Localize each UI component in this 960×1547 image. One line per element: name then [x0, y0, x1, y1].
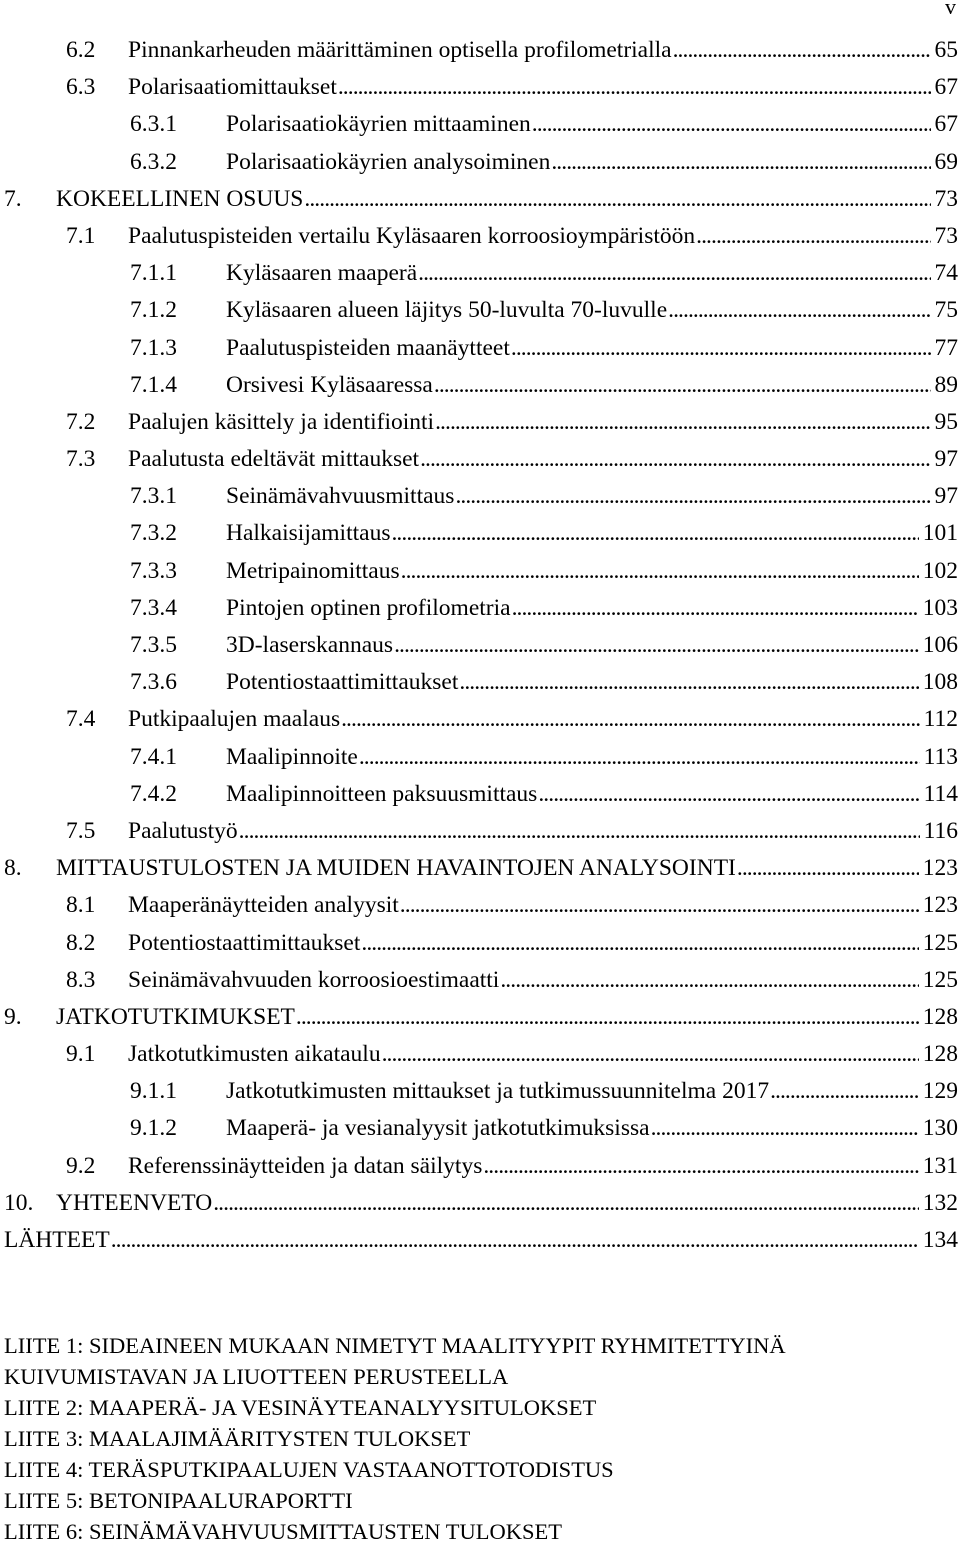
toc-entry-title: Seinämävahvuusmittaus [226, 478, 455, 515]
toc-entry-title: Jatkotutkimusten mittaukset ja tutkimussuunnitelma 2017 [226, 1073, 770, 1110]
toc-entry-title: Seinämävahvuuden korroosioestimaatti [128, 962, 500, 999]
dot-leader [418, 255, 930, 292]
toc-entry-title: Paalutuspisteiden vertailu Kyläsaaren korroosioympäristöön [128, 218, 696, 255]
toc-entry[interactable] [0, 813, 958, 850]
toc-entry-number: 8.3 [66, 966, 96, 993]
toc-entry-title: Polarisaatiomittaukset [128, 69, 338, 106]
toc-entry-page: 77 [931, 330, 959, 367]
toc-entry[interactable] [0, 69, 958, 106]
dot-leader [737, 850, 919, 887]
toc-entry[interactable] [0, 962, 958, 999]
dot-leader [400, 887, 919, 924]
dot-leader [394, 627, 919, 664]
dot-leader [359, 739, 920, 776]
toc-entry[interactable] [0, 515, 958, 552]
toc-entry-number: 8. [4, 855, 22, 882]
toc-entry[interactable] [0, 1036, 958, 1073]
toc-entry-number: 7.3.4 [130, 594, 177, 621]
toc-entry[interactable] [0, 1185, 958, 1222]
toc-entry-title: Paalutuspisteiden maanäytteet [226, 330, 511, 367]
toc-entry-number: 9.2 [66, 1152, 96, 1179]
dot-leader [673, 32, 931, 69]
toc-entry-page: 129 [919, 1073, 958, 1110]
toc-entry-page: 128 [919, 999, 958, 1036]
dot-leader [304, 181, 930, 218]
dot-leader [111, 1222, 919, 1259]
toc-entry-number: 7.3.2 [130, 520, 177, 547]
dot-leader [770, 1073, 919, 1110]
toc-entry-title: MITTAUSTULOSTEN JA MUIDEN HAVAINTOJEN ANALYSOINTI [56, 850, 737, 887]
toc-entry-title: LÄHTEET [4, 1222, 111, 1259]
toc-entry-title: YHTEENVETO [56, 1185, 213, 1222]
appendix-line: LIITE 4: TERÄSPUTKIPAALUJEN VASTAANOTTOTODISTUS [4, 1457, 614, 1482]
toc-entry[interactable] [0, 776, 958, 813]
dot-leader [361, 925, 918, 962]
toc-entry-title: Polarisaatiokäyrien mittaaminen [226, 106, 532, 143]
toc-entry-number: 7.3.1 [130, 483, 177, 510]
toc-entry-page: 114 [920, 776, 958, 813]
toc-entry[interactable] [0, 925, 958, 962]
toc-entry-page: 103 [919, 590, 958, 627]
toc-entry[interactable] [0, 590, 958, 627]
toc-entry-number: 7.1.2 [130, 297, 177, 324]
dot-leader [651, 1110, 919, 1147]
toc-entry[interactable] [0, 701, 958, 738]
appendix-line: LIITE 3: MAALAJIMÄÄRITYSTEN TULOKSET [4, 1426, 471, 1451]
toc-entry-title: Pinnankarheuden määrittäminen optisella profilometrialla [128, 32, 673, 69]
dot-leader [459, 664, 918, 701]
toc-entry-page: 125 [919, 962, 958, 999]
toc-entry-title: Paalutusta edeltävät mittaukset [128, 441, 420, 478]
dot-leader [696, 218, 930, 255]
toc-entry-title: Maaperänäytteiden analyysit [128, 887, 400, 924]
dot-leader [435, 404, 930, 441]
toc-entry[interactable] [0, 478, 958, 515]
toc-entry-page: 97 [931, 441, 959, 478]
toc-entry-title: Maalipinnoite [226, 739, 359, 776]
dot-leader [420, 441, 930, 478]
toc-entry[interactable] [0, 441, 958, 478]
toc-entry-page: 108 [919, 664, 958, 701]
toc-entry-number: 7.4.2 [130, 780, 177, 807]
toc-entry-title: Referenssinäytteiden ja datan säilytys [128, 1148, 483, 1185]
toc-entry-page: 131 [919, 1148, 958, 1185]
toc-entry-title: Halkaisijamittaus [226, 515, 391, 552]
toc-entry-title: Kyläsaaren maaperä [226, 255, 418, 292]
toc-entry-number: 9.1.2 [130, 1115, 177, 1142]
toc-entry[interactable] [0, 553, 958, 590]
toc-entry-number: 7.4.1 [130, 743, 177, 770]
table-of-contents [0, 32, 958, 1259]
page-number: v [945, 0, 956, 19]
toc-entry-number: 8.1 [66, 892, 96, 919]
toc-entry-page: 128 [919, 1036, 958, 1073]
toc-entry[interactable] [0, 627, 958, 664]
toc-entry[interactable] [0, 1148, 958, 1185]
toc-entry[interactable] [0, 367, 958, 404]
dot-leader [455, 478, 930, 515]
toc-entry-title: Orsivesi Kyläsaaressa [226, 367, 434, 404]
appendix-line: LIITE 1: SIDEAINEEN MUKAAN NIMETYT MAALITYYPIT RYHMITETTYINÄ [4, 1333, 786, 1358]
toc-entry[interactable] [0, 1110, 958, 1147]
toc-entry-page: 116 [920, 813, 958, 850]
appendix-line: KUIVUMISTAVAN JA LIUOTTEEN PERUSTEELLA [4, 1364, 509, 1389]
dot-leader [512, 590, 919, 627]
dot-leader [434, 367, 931, 404]
toc-entry-title: JATKOTUTKIMUKSET [56, 999, 296, 1036]
toc-entry-title: Pintojen optinen profilometria [226, 590, 512, 627]
toc-entry-number: 6.3.2 [130, 148, 177, 175]
toc-entry-title: Paalutustyö [128, 813, 239, 850]
toc-entry-page: 73 [931, 181, 959, 218]
toc-entry[interactable] [0, 739, 958, 776]
toc-entry-page: 106 [919, 627, 958, 664]
toc-entry-title: Polarisaatiokäyrien analysoiminen [226, 144, 551, 181]
toc-entry-title: Paalujen käsittely ja identifiointi [128, 404, 435, 441]
toc-entry-number: 9.1 [66, 1041, 96, 1068]
toc-entry-number: 7.4 [66, 706, 96, 733]
toc-entry-page: 123 [919, 850, 958, 887]
dot-leader [500, 962, 918, 999]
toc-entry-title: Maaperä- ja vesianalyysit jatkotutkimuksissa [226, 1110, 651, 1147]
dot-leader [532, 106, 931, 143]
toc-entry-number: 7.3.5 [130, 632, 177, 658]
toc-entry[interactable] [0, 181, 958, 218]
toc-entry-number: 7.5 [66, 817, 96, 844]
toc-entry[interactable] [0, 255, 958, 292]
toc-entry[interactable] [0, 404, 958, 441]
toc-entry-number: 10. [4, 1189, 34, 1216]
toc-entry-number: 9.1.1 [130, 1078, 177, 1105]
dot-leader [511, 330, 931, 367]
appendix-line: LIITE 2: MAAPERÄ- JA VESINÄYTEANALYYSITULOKSET [4, 1395, 597, 1420]
toc-entry-page: 132 [919, 1185, 958, 1222]
toc-entry-page: 65 [931, 32, 959, 69]
toc-entry-page: 112 [920, 701, 958, 738]
toc-entry-number: 6.2 [66, 37, 96, 63]
dot-leader [483, 1148, 918, 1185]
toc-entry[interactable] [0, 330, 958, 367]
toc-entry-number: 7.3.6 [130, 669, 177, 696]
toc-entry-page: 123 [919, 887, 958, 924]
dot-leader [239, 813, 920, 850]
toc-entry-page: 89 [931, 367, 959, 404]
appendix-list [4, 1330, 960, 1547]
appendix-line: LIITE 6: SEINÄMÄVAHVUUSMITTAUSTEN TULOKSET [4, 1519, 562, 1544]
dot-leader [338, 69, 931, 106]
dot-leader [551, 144, 930, 181]
toc-entry-page: 67 [931, 69, 959, 106]
toc-entry-number: 6.3.1 [130, 111, 177, 138]
dot-leader [401, 553, 919, 590]
dot-leader [382, 1036, 919, 1073]
toc-entry-number: 7.3.3 [130, 557, 177, 584]
dot-leader [668, 292, 930, 329]
dot-leader [213, 1185, 919, 1222]
toc-entry-number: 7.1.4 [130, 371, 177, 398]
dot-leader [296, 999, 919, 1036]
toc-entry-page: 130 [919, 1110, 958, 1147]
toc-entry-page: 125 [919, 925, 958, 962]
toc-entry-number: 7.1.1 [130, 260, 177, 287]
toc-entry-page: 97 [931, 478, 959, 515]
toc-entry-page: 67 [931, 106, 959, 143]
toc-entry-title: Maalipinnoitteen paksuusmittaus [226, 776, 538, 813]
toc-entry-number: 7.1 [66, 222, 96, 249]
dot-leader [341, 701, 920, 738]
dot-leader [538, 776, 919, 813]
toc-entry-title: Potentiostaattimittaukset [226, 664, 459, 701]
toc-entry[interactable] [0, 106, 958, 143]
toc-entry-title: KOKEELLINEN OSUUS [56, 181, 304, 218]
dot-leader [391, 515, 918, 552]
toc-entry[interactable] [0, 1073, 958, 1110]
toc-entry-number: 7. [4, 185, 22, 212]
toc-entry-page: 134 [919, 1222, 958, 1259]
toc-entry[interactable] [0, 999, 958, 1036]
toc-entry-number: 8.2 [66, 929, 96, 956]
toc-entry[interactable] [0, 850, 958, 887]
toc-entry-number: 9. [4, 1003, 22, 1030]
appendix-line: LIITE 5: BETONIPAALURAPORTTI [4, 1488, 353, 1513]
toc-entry-page: 95 [931, 404, 959, 441]
toc-entry[interactable] [0, 887, 958, 924]
toc-entry-title: 3D-laserskannaus [226, 627, 394, 664]
toc-entry[interactable] [0, 32, 958, 69]
toc-entry[interactable] [0, 218, 958, 255]
toc-entry-number: 6.3 [66, 74, 96, 101]
toc-entry-title: Jatkotutkimusten aikataulu [128, 1036, 382, 1073]
toc-entry-page: 102 [919, 553, 958, 590]
toc-entry-page: 75 [931, 292, 959, 329]
toc-entry-number: 7.3 [66, 446, 96, 473]
toc-entry-number: 7.1.3 [130, 334, 177, 361]
toc-entry-page: 69 [931, 144, 959, 181]
toc-entry-page: 74 [931, 255, 959, 292]
toc-entry-title: Potentiostaattimittaukset [128, 925, 361, 962]
toc-entry-page: 73 [931, 218, 959, 255]
toc-entry-title: Metripainomittaus [226, 553, 401, 590]
toc-entry[interactable] [0, 292, 958, 329]
toc-entry-title: Putkipaalujen maalaus [128, 701, 341, 738]
toc-entry[interactable] [0, 664, 958, 701]
toc-entry-number: 7.2 [66, 408, 96, 435]
toc-entry-title: Kyläsaaren alueen läjitys 50-luvulta 70-luvulle [226, 292, 668, 329]
toc-entry-page: 113 [920, 739, 958, 776]
toc-entry-page: 101 [919, 515, 958, 552]
toc-entry[interactable] [0, 1222, 958, 1259]
toc-entry[interactable] [0, 144, 958, 181]
